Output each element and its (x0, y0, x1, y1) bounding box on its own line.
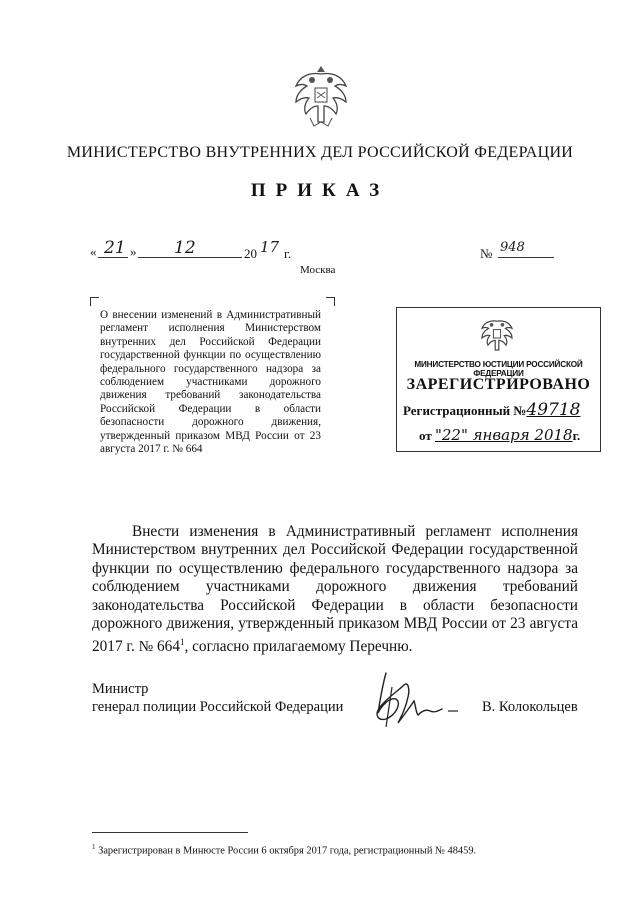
signature-image (368, 667, 468, 737)
stamp-registration (403, 400, 581, 420)
subject-bracket-right (326, 297, 335, 306)
stamp-reg-number: 49718 (526, 400, 581, 420)
order-body (92, 523, 578, 657)
day-underline (98, 257, 128, 258)
registration-stamp (396, 307, 601, 452)
stamp-date (419, 426, 580, 444)
order-subject: О внесении изменений в Административный регламент исполнения Министерством внутренних дел Российской Федерации государственной функции по осуществлению федерального государственного надзора за соблюдением участниками дорожного движения требований законодательства Российской Федерации в области безопасности дорожного движения, утвержденный приказом МВД России от 23 августа 2017 г. № 664 (100, 309, 321, 456)
signer-title-line2: генерал полиции Российской Федерации (92, 699, 344, 715)
russian-coat-of-arms-icon (477, 314, 517, 356)
number-value: 948 (500, 240, 525, 255)
date-year-mark: г. (284, 246, 292, 261)
date-year-prefix: 20 (244, 246, 257, 261)
date-quote-close: » (130, 244, 137, 259)
handwritten-signature-icon (368, 667, 468, 737)
date-quote-open: « (90, 244, 97, 259)
stamp-status: ЗАРЕГИСТРИРОВАНО (406, 376, 591, 393)
subject-bracket-left (90, 297, 99, 306)
footnote-mark: 1 (92, 843, 96, 851)
number-underline (498, 257, 554, 258)
stamp-reg-label: Регистрационный № (403, 403, 527, 418)
month-underline (138, 257, 242, 258)
body-paragraph (92, 523, 578, 657)
stamp-date-value: "22" января 2018 (434, 426, 573, 444)
footnote-text: Зарегистрирован в Минюсте России 6 октября 2017 года, регистрационный № 48459. (98, 845, 477, 857)
date-year-suffix: 17 (260, 238, 280, 256)
stamp-date-suffix: г. (572, 428, 581, 443)
signer-title-line1: Министр (92, 681, 149, 697)
number-prefix: № (480, 246, 493, 261)
date-day: 21 (104, 238, 126, 258)
body-text-end: , согласно прилагаемому Перечню. (184, 638, 413, 656)
document-type-title: ПРИКАЗ (250, 180, 390, 201)
stamp-organization: МИНИСТЕРСТВО ЮСТИЦИИ РОССИЙСКОЙ ФЕДЕРАЦИИ (414, 360, 583, 378)
order-date (90, 240, 310, 264)
date-month: 12 (174, 238, 196, 258)
city: Москва (300, 264, 336, 276)
russian-coat-of-arms-icon (290, 62, 352, 132)
body-footnote-mark: 1 (179, 637, 185, 648)
stamp-date-prefix: от (419, 428, 432, 443)
coat-of-arms-emblem (290, 62, 352, 132)
signer-name: В. Колокольцев (482, 699, 578, 715)
footnote-divider (92, 832, 248, 833)
ministry-name: МИНИСТЕРСТВО ВНУТРЕННИХ ДЕЛ РОССИЙСКОЙ ФЕДЕРАЦИИ (66, 144, 574, 161)
footnote (92, 843, 476, 856)
body-text-main: Внести изменения в Административный регламент исполнения Министерством внутренних дел Российской Федерации государственной функции по осуществлению федерального государственного надзора за соблюдением участниками дорожного движения требований законодательства Российской Федерации в области безопасности дорожного движения, утвержденный приказом МВД России от 23 августа 2017 г. № 664 (92, 523, 578, 656)
order-number (480, 240, 560, 264)
